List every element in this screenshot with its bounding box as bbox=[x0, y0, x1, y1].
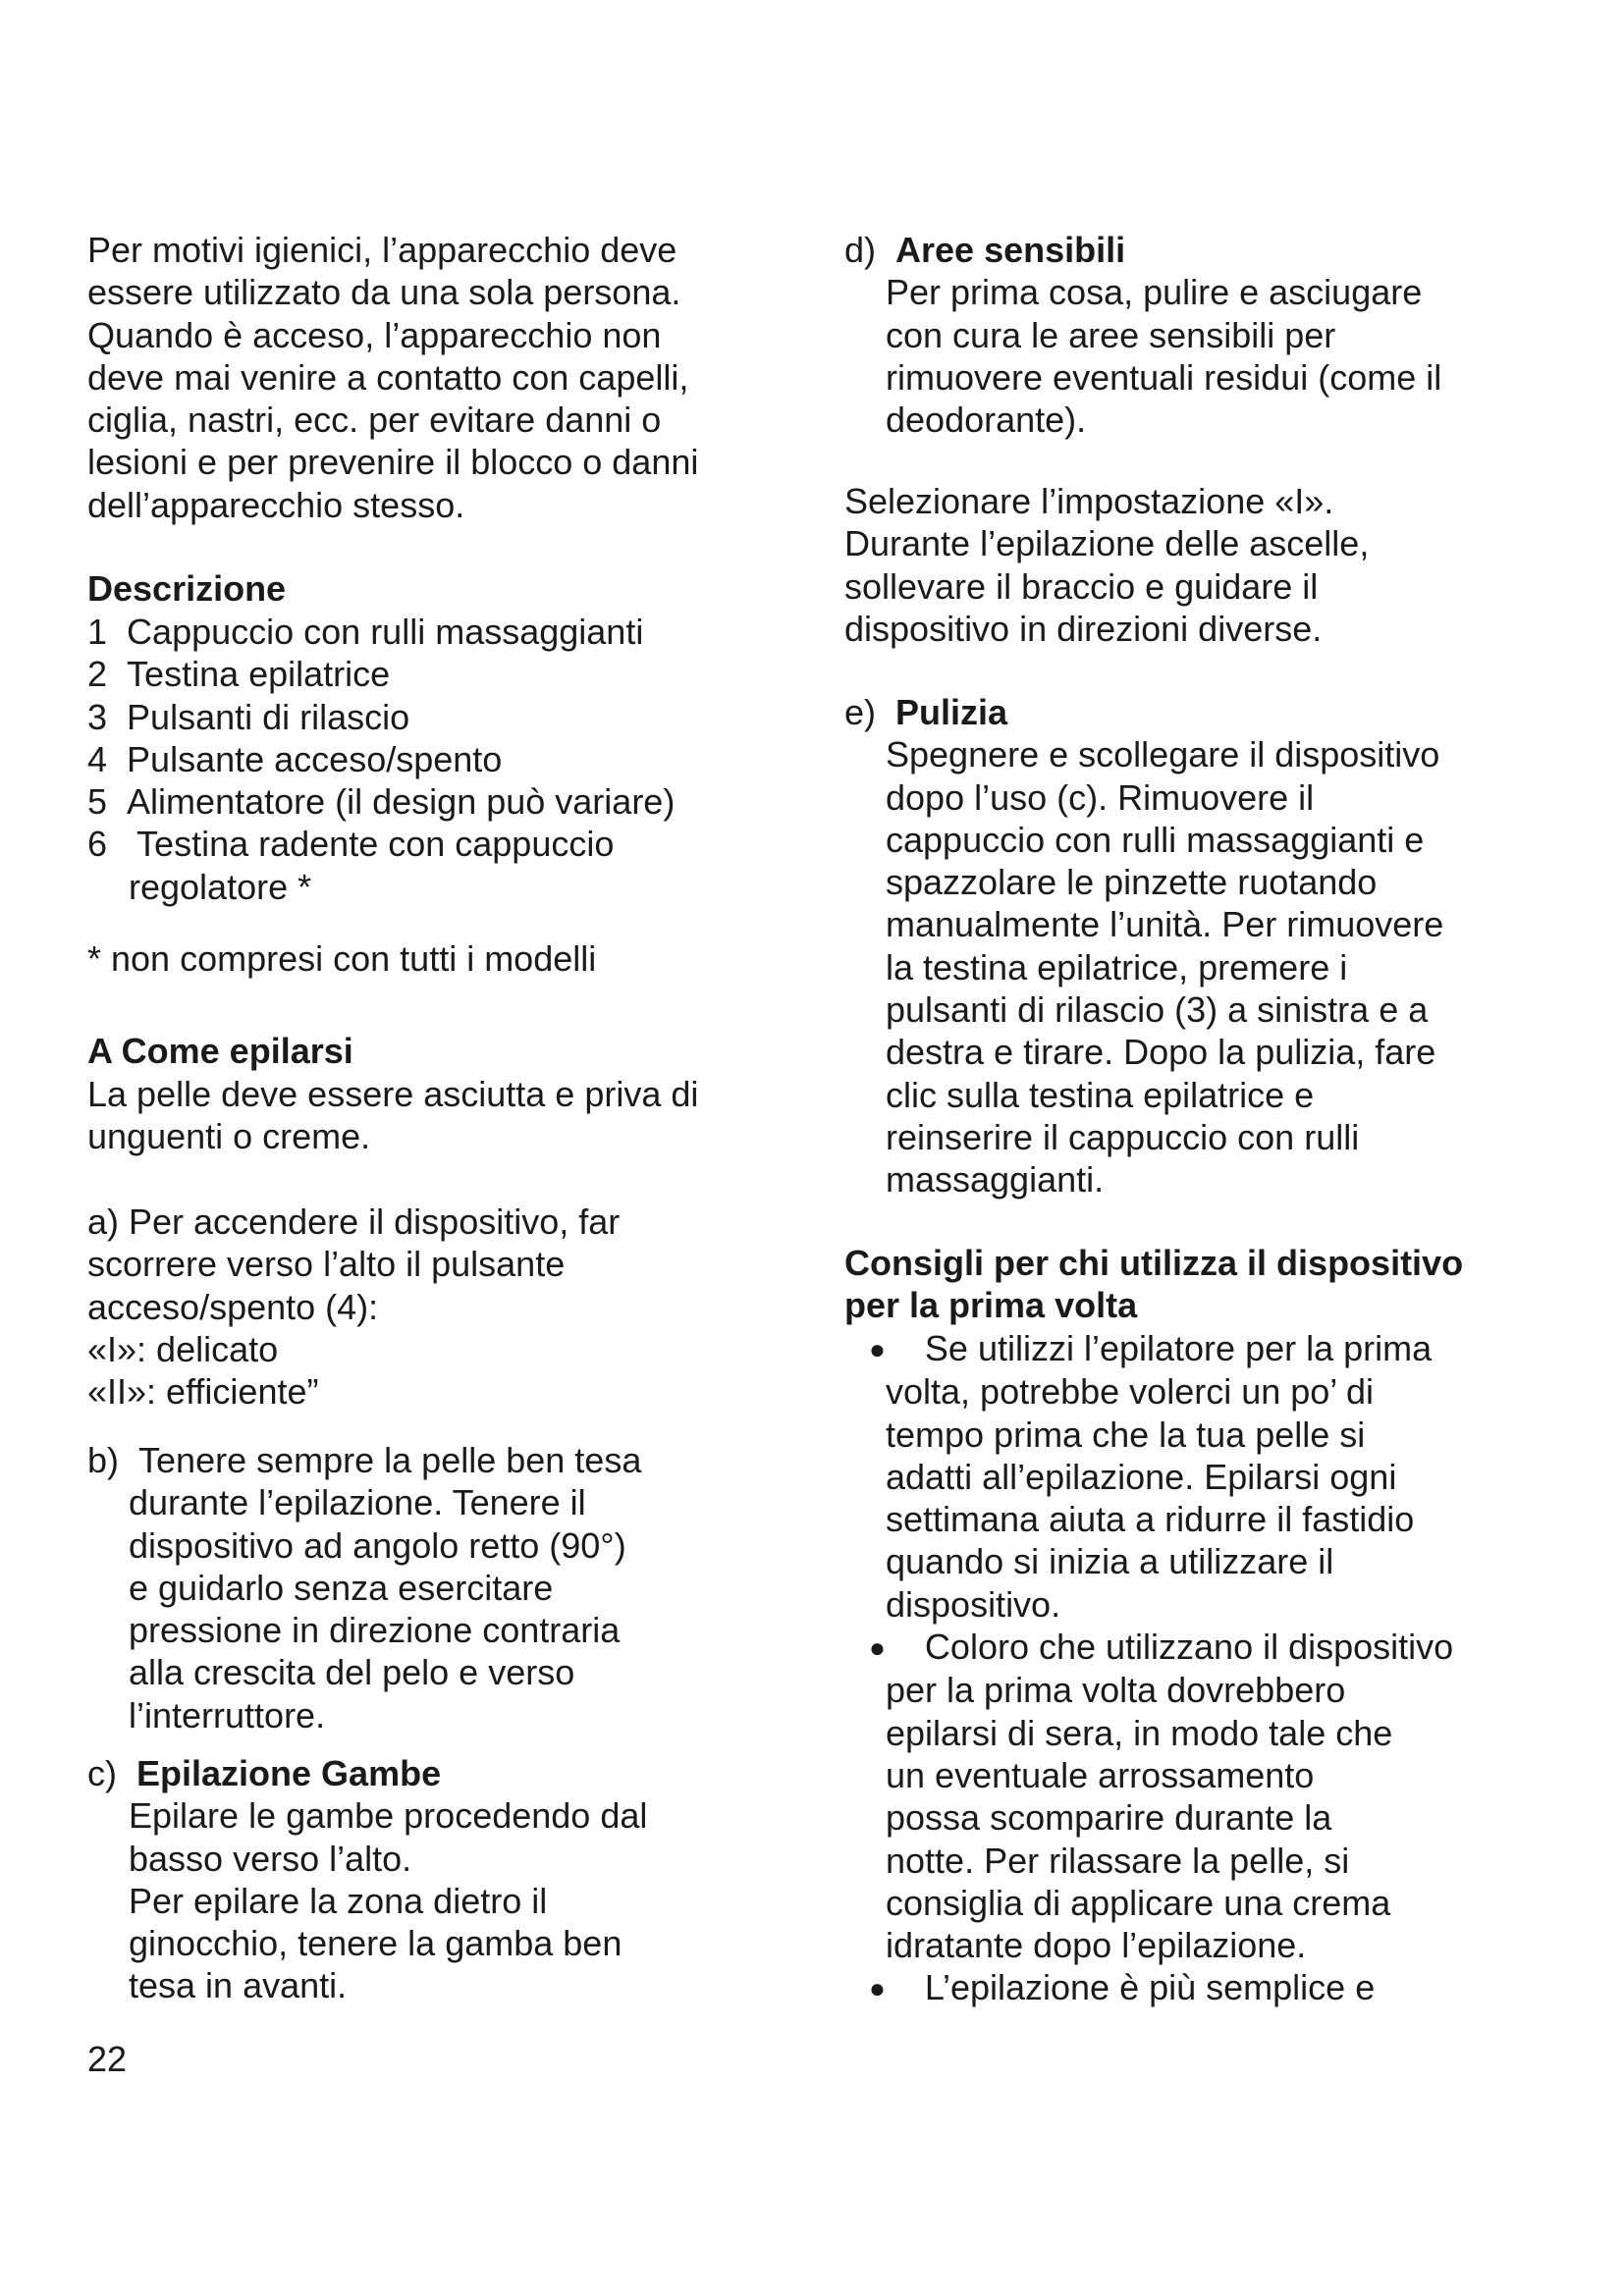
item-e-line: spazzolare le pinzette ruotando bbox=[886, 862, 1378, 903]
item-d-title-line bbox=[844, 229, 1441, 271]
intro-line: dell’apparecchio stesso. bbox=[87, 484, 465, 525]
item-e-line: pulsanti di rilascio (3) a sinistra e a bbox=[886, 989, 1429, 1031]
item-e-line: cappuccio con rulli massaggianti e bbox=[886, 819, 1425, 860]
item-text: Alimentatore (il design può variare) bbox=[127, 781, 676, 823]
bullet-item bbox=[844, 1626, 1453, 1966]
item-e-line: destra e tirare. Dopo la pulizia, fare bbox=[886, 1032, 1436, 1073]
list-item bbox=[87, 823, 675, 865]
item-c-title-line bbox=[87, 1752, 647, 1794]
item-number: 2 bbox=[87, 654, 108, 695]
item-title: Aree sensibili bbox=[895, 230, 1126, 270]
bullet-line: possa scomparire durante la bbox=[886, 1797, 1332, 1839]
item-text: Testina epilatrice bbox=[127, 654, 391, 695]
item-d-line: con cura le aree sensibili per bbox=[886, 314, 1336, 355]
item-label: d) bbox=[844, 230, 877, 270]
bullet-line: quando si inizia a utilizzare il bbox=[886, 1541, 1334, 1582]
bullet-text: Coloro che utilizzano il dispositivo bbox=[924, 1627, 1454, 1668]
bullet-line: dispositivo. bbox=[886, 1583, 1061, 1625]
item-c-line: ginocchio, tenere la gamba ben bbox=[129, 1923, 623, 1964]
item-d-line: Per prima cosa, pulire e asciugare bbox=[886, 272, 1423, 313]
item-label: e) bbox=[844, 692, 877, 732]
consigli-heading bbox=[844, 1242, 1463, 1327]
item-a-line: scorrere verso l’alto il pulsante bbox=[87, 1244, 566, 1285]
item-b bbox=[87, 1439, 641, 1736]
bullet-icon: ● bbox=[869, 1973, 886, 2004]
item-text: Testina radente con cappuccio bbox=[136, 824, 615, 865]
bullet-line: idratante dopo l’epilazione. bbox=[886, 1925, 1307, 1966]
item-label: c) bbox=[87, 1753, 117, 1793]
bullet-line: un eventuale arrossamento bbox=[886, 1754, 1315, 1795]
list-item bbox=[87, 738, 675, 780]
item-number: 4 bbox=[87, 738, 108, 779]
bullet-text: L’epilazione è più semplice e bbox=[924, 1967, 1376, 2008]
item-b-first-line bbox=[87, 1439, 641, 1481]
item-e-line: massaggianti. bbox=[886, 1159, 1105, 1201]
bullet-line: tempo prima che la tua pelle si bbox=[886, 1414, 1366, 1455]
footnote: * non compresi con tutti i modelli bbox=[87, 938, 597, 979]
bullet-icon: ● bbox=[869, 1334, 886, 1364]
item-d-line: rimuovere eventuali residui (come il bbox=[886, 356, 1442, 398]
item-a-line: acceso/spento (4): bbox=[87, 1286, 379, 1327]
item-e bbox=[844, 691, 1443, 1201]
paragraph-line: dispositivo in direzioni diverse. bbox=[844, 608, 1323, 649]
list-item bbox=[87, 780, 675, 823]
page-number: 22 bbox=[87, 2039, 128, 2079]
item-number: 3 bbox=[87, 696, 108, 737]
section-a-intro bbox=[87, 1073, 698, 1158]
paragraph-line: Selezionare l’impostazione «I». bbox=[844, 481, 1334, 521]
bullet-line: notte. Per rilassare la pelle, si bbox=[886, 1840, 1350, 1881]
selezionare-paragraph bbox=[844, 480, 1369, 650]
item-text: Pulsante acceso/spento bbox=[127, 738, 503, 779]
item-text: Cappuccio con rulli massaggianti bbox=[127, 612, 644, 652]
item-a-line: «II»: efficiente” bbox=[87, 1371, 319, 1413]
intro-line: La pelle deve essere asciutta e priva di bbox=[87, 1074, 699, 1114]
item-b-line: alla crescita del pelo e verso bbox=[129, 1652, 575, 1693]
intro-paragraph bbox=[87, 229, 698, 526]
item-b-line: e guidarlo senza esercitare bbox=[129, 1567, 554, 1608]
heading-line: per la prima volta bbox=[844, 1285, 1138, 1326]
intro-line: lesioni e per prevenire il blocco o danni bbox=[87, 442, 699, 483]
item-d bbox=[844, 229, 1441, 441]
bullet-line: adatti all’epilazione. Epilarsi ogni bbox=[886, 1456, 1397, 1497]
item-text: Pulsanti di rilascio bbox=[127, 696, 410, 737]
item-b-line: dispositivo ad angolo retto (90°) bbox=[129, 1524, 626, 1566]
intro-line: Quando è acceso, l’apparecchio non bbox=[87, 314, 662, 355]
item-e-line: Spegnere e scollegare il dispositivo bbox=[886, 734, 1440, 775]
item-e-line: reinserire il cappuccio con rulli bbox=[886, 1116, 1360, 1157]
descrizione-list bbox=[87, 611, 675, 908]
item-e-line: manualmente l’unità. Per rimuovere bbox=[886, 904, 1444, 945]
item-c-line: Per epilare la zona dietro il bbox=[129, 1880, 548, 1921]
item-c bbox=[87, 1752, 647, 2007]
list-item bbox=[87, 611, 675, 653]
item-a-line: «I»: delicato bbox=[87, 1328, 279, 1369]
bullet-line: per la prima volta dovrebbero bbox=[886, 1670, 1346, 1711]
paragraph-line: sollevare il braccio e guidare il bbox=[844, 565, 1319, 607]
consigli-list bbox=[844, 1327, 1453, 2010]
item-a-line: a) Per accendere il dispositivo, far bbox=[87, 1201, 621, 1242]
item-b-line: durante l’epilazione. Tenere il bbox=[129, 1482, 586, 1523]
item-c-line: basso verso l’alto. bbox=[129, 1838, 412, 1879]
item-e-line: la testina epilatrice, premere i bbox=[886, 946, 1348, 988]
item-a bbox=[87, 1201, 620, 1413]
intro-line: deve mai venire a contatto con capelli, bbox=[87, 356, 689, 398]
section-a-heading: A Come epilarsi bbox=[87, 1031, 353, 1071]
item-text-continuation: regolatore * bbox=[129, 866, 312, 907]
item-d-line: deodorante). bbox=[886, 400, 1087, 441]
paragraph-line: Durante l’epilazione delle ascelle, bbox=[844, 523, 1370, 564]
item-e-line: dopo l’uso (c). Rimuovere il bbox=[886, 776, 1315, 818]
item-number: 1 bbox=[87, 612, 108, 652]
bullet-item bbox=[844, 1966, 1453, 2009]
item-e-line: clic sulla testina epilatrice e bbox=[886, 1074, 1315, 1115]
bullet-line: volta, potrebbe volerci un po’ di bbox=[886, 1371, 1374, 1413]
bullet-icon: ● bbox=[869, 1632, 886, 1664]
list-item bbox=[87, 696, 675, 738]
item-title: Epilazione Gambe bbox=[136, 1753, 442, 1793]
bullet-item bbox=[844, 1327, 1453, 1626]
intro-line: ciglia, nastri, ecc. per evitare danni o bbox=[87, 400, 662, 441]
item-b-line: pressione in direzione contraria bbox=[129, 1610, 621, 1651]
intro-line: essere utilizzato da una sola persona. bbox=[87, 272, 681, 313]
heading-line: Consigli per chi utilizza il dispositivo bbox=[844, 1243, 1464, 1283]
descrizione-heading: Descrizione bbox=[87, 568, 287, 609]
intro-line: Per motivi igienici, l’apparecchio deve bbox=[87, 230, 677, 270]
intro-line: unguenti o creme. bbox=[87, 1116, 371, 1157]
item-b-line: l’interruttore. bbox=[129, 1694, 326, 1735]
item-number: 6 bbox=[87, 824, 108, 865]
bullet-text: Se utilizzi l’epilatore per la prima bbox=[924, 1328, 1433, 1368]
item-label: b) bbox=[87, 1440, 120, 1480]
item-title: Pulizia bbox=[895, 692, 1008, 732]
item-text: Tenere sempre la pelle ben tesa bbox=[138, 1440, 642, 1480]
bullet-line: epilarsi di sera, in modo tale che bbox=[886, 1712, 1393, 1753]
item-c-line: Epilare le gambe procedendo dal bbox=[129, 1795, 648, 1837]
item-e-title-line bbox=[844, 691, 1443, 733]
item-number: 5 bbox=[87, 781, 108, 823]
bullet-line: consiglia di applicare una crema bbox=[886, 1882, 1391, 1923]
list-item bbox=[87, 653, 675, 695]
item-c-line: tesa in avanti. bbox=[129, 1965, 348, 2006]
bullet-line: settimana aiuta a ridurre il fastidio bbox=[886, 1499, 1415, 1540]
